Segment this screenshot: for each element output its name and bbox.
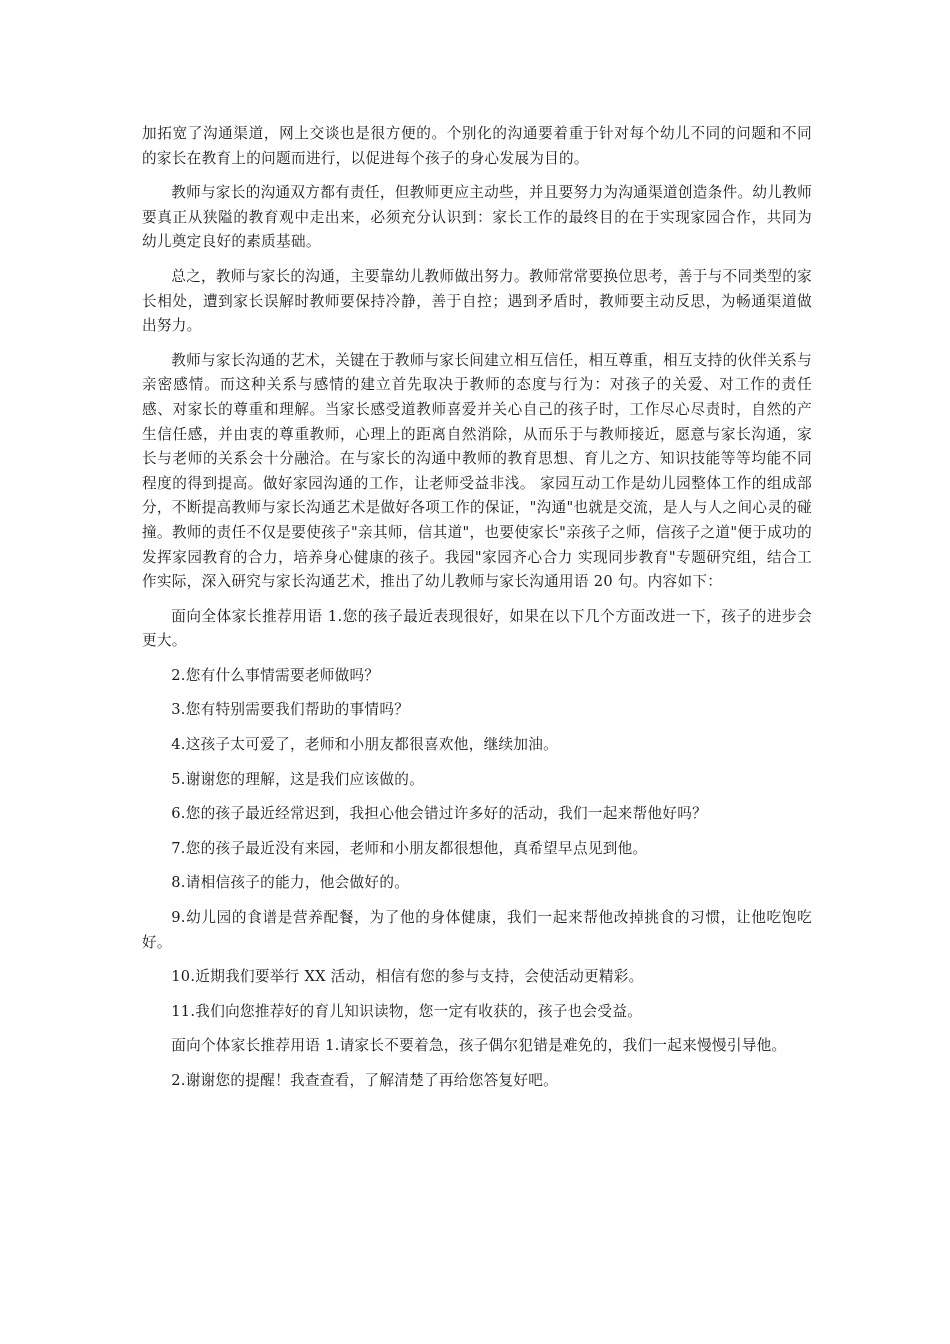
list-item: 2.谢谢您的提醒！我查查看，了解清楚了再给您答复好吧。 bbox=[171, 1072, 559, 1089]
list-item: 10.近期我们要举行 XX 活动，相信有您的参与支持，会使活动更精彩。 bbox=[171, 968, 644, 986]
list-item: 7.您的孩子最近没有来园，老师和小朋友都很想他，真希望早点见到他。 bbox=[171, 839, 648, 857]
list-item: 4.这孩子太可爱了，老师和小朋友都很喜欢他，继续加油。 bbox=[171, 736, 559, 754]
paragraph: 面向全体家长推荐用语 1.您的孩子最近表现很好，如果在以下几个方面改进一下，孩子的进步会更大。 bbox=[142, 607, 812, 650]
list-item: 9.幼儿园的食谱是营养配餐，为了他的身体健康，我们一起来帮他改掉挑食的习惯，让他吃饱吃好。 bbox=[142, 909, 812, 951]
list-item: 5.谢谢您的理解，这是我们应该做的。 bbox=[171, 770, 425, 788]
paragraph: 教师与家长沟通的艺术，关键在于教师与家长间建立相互信任，相互尊重，相互支持的伙伴关系与亲密感情。而这种关系与感情的建立首先取决于教师的态度与行为：对孩子的关爱、对工作的责任感、对家长的尊重和理解。当家长感受道教师喜爱并关心自己的孩子时，工作尽心尽责时，自然的产生信任感，并由衷的尊重教师，心理上的距离自然消除，从而乐于与教师接近，愿意与家长沟通，家长与老师的关系会十分融洽。在与家长的沟通中教师的教育思想、育儿之方、知识技能等等均能不同程度的得到提高。做好家园沟通的工作，让老师受益非浅。 家园互动工作是幼儿园整体工作的组成部分，不断提高教师与家长沟通艺术是做好各项工作的保证，"沟通"也就是交流，是人与人之间心灵的碰撞。教师的责任不仅是要使孩子"亲其师，信其道"，也要使家长"亲孩子之师，信孩子之道"便于成功的发挥家园教育的合力，培养身心健康的孩子。我园"家园齐心合力 实现同步教育"专题研究组，结合工作实际，深入研究与家长沟通艺术，推出了幼儿教师与家长沟通用语 20 句。内容如下： bbox=[142, 351, 812, 591]
document-page bbox=[142, 122, 812, 1104]
list-item: 3.您有特别需要我们帮助的事情吗？ bbox=[171, 701, 410, 719]
paragraph: 加拓宽了沟通渠道，网上交谈也是很方便的。个别化的沟通要着重于针对每个幼儿不同的问题和不同的家长在教育上的问题而进行，以促进每个孩子的身心发展为目的。 bbox=[142, 125, 812, 167]
list-item: 6.您的孩子最近经常迟到，我担心他会错过许多好的活动，我们一起来帮他好吗？ bbox=[171, 805, 707, 823]
list-item: 2.您有什么事情需要老师做吗？ bbox=[171, 666, 380, 684]
paragraph: 总之，教师与家长的沟通，主要靠幼儿教师做出努力。教师常常要换位思考，善于与不同类型的家长相处，遭到家长误解时教师要保持冷静，善于自控；遇到矛盾时，教师要主动反思，为畅通渠道做出努力。 bbox=[142, 267, 812, 335]
paragraph: 教师与家长的沟通双方都有责任，但教师更应主动些，并且要努力为沟通渠道创造条件。幼儿教师要真正从狭隘的教育观中走出来，必须充分认识到：家长工作的最终目的在于实现家园合作，共同为幼儿奠定良好的素质基础。 bbox=[142, 184, 812, 251]
paragraph: 面向个体家长推荐用语 1.请家长不要着急，孩子偶尔犯错是难免的，我们一起来慢慢引导他。 bbox=[171, 1037, 787, 1055]
list-item: 11.我们向您推荐好的育儿知识读物，您一定有收获的，孩子也会受益。 bbox=[171, 1002, 643, 1020]
list-item: 8.请相信孩子的能力，他会做好的。 bbox=[171, 874, 410, 892]
